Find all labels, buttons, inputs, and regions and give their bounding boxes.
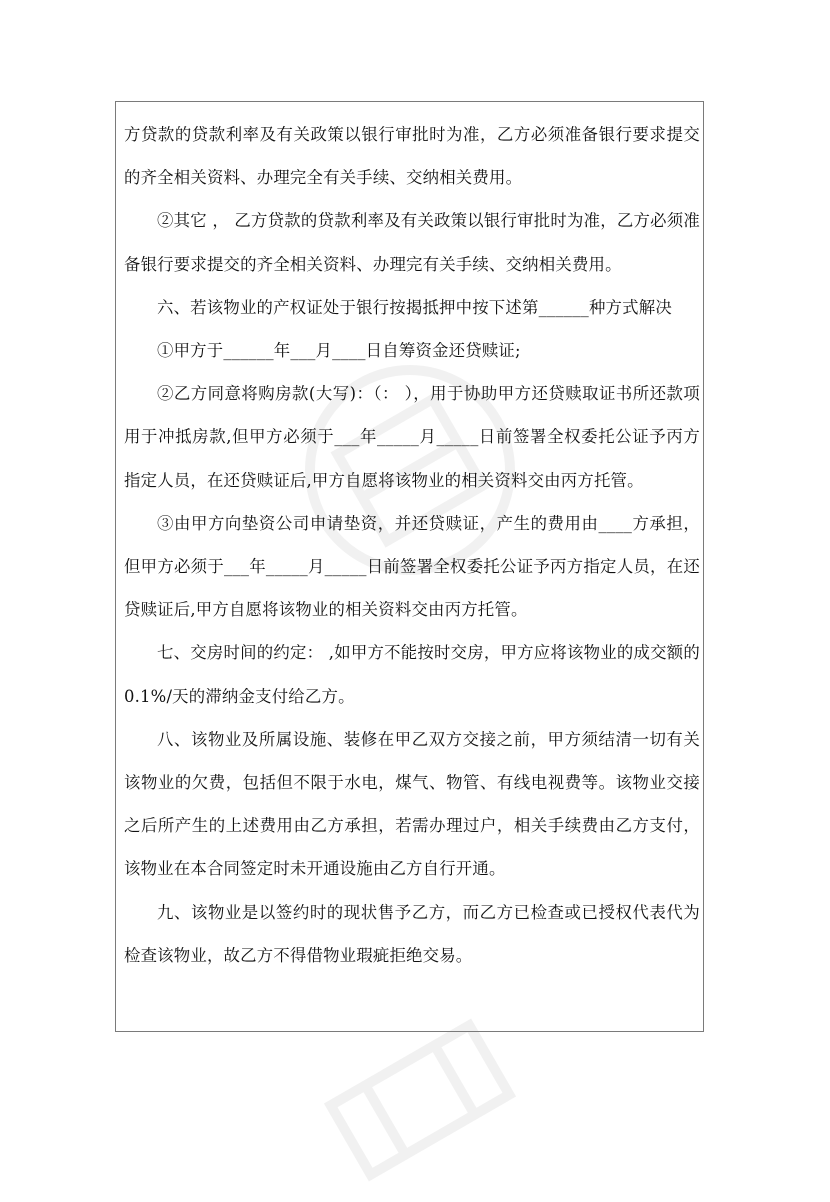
paragraph-clause-8: 八、该物业及所属设施、装修在甲乙双方交接之前，甲方须结清一切有关该物业的欠费，包括但不限于水电，煤气、物管、有线电视费等。该物业交接之后所产生的上述费用由乙方承担，若需办理过户，相关手续费由乙方支付，该物业在本合同签定时未开通设施由乙方自行开通。 bbox=[124, 729, 700, 879]
paragraph-clause-6-option-2: ②乙方同意将购房款(大写)：（： ），用于协助甲方还贷赎取证书所还款项用于冲抵房款,但甲方必须于___年_____月_____日前签署全权委托公证予丙方指定人员，在还贷赎证后,甲方自愿将该物业的相关资料交由丙方托管。 bbox=[124, 384, 700, 490]
paragraph-clause-6: 六、若该物业的产权证处于银行按揭抵押中按下述第______种方式解决 bbox=[157, 297, 672, 317]
paragraph-clause-7: 七、交房时间的约定： ,如甲方不能按时交房，甲方应将该物业的成交额的 0.1%/天的滞纳金支付给乙方。 bbox=[124, 643, 700, 706]
paragraph-loan-continuation: 方贷款的贷款利率及有关政策以银行审批时为准，乙方必须准备银行要求提交的齐全相关资料、办理完全有关手续、交纳相关费用。 bbox=[124, 125, 700, 188]
paragraph-clause-9: 九、该物业是以签约时的现状售予乙方，而乙方已检查或已授权代表代为检查该物业，故乙方不得借物业瑕疵拒绝交易。 bbox=[124, 902, 700, 965]
paragraph-other-loan: ②其它 ， 乙方贷款的贷款利率及有关政策以银行审批时为准，乙方必须准备银行要求提交的齐全相关资料、办理完有关手续、交纳相关费用。 bbox=[124, 211, 700, 274]
contract-body bbox=[124, 113, 700, 977]
paragraph-clause-6-option-3: ③由甲方向垫资公司申请垫资，并还贷赎证，产生的费用由____方承担，但甲方必须于___年_____月_____日前签署全权委托公证予丙方指定人员，在还贷赎证后,甲方自愿将该物业的相关资料交由丙方托管。 bbox=[124, 513, 700, 620]
paragraph-clause-6-option-1: ①甲方于______年___月____日自筹资金还贷赎证; bbox=[157, 341, 521, 361]
